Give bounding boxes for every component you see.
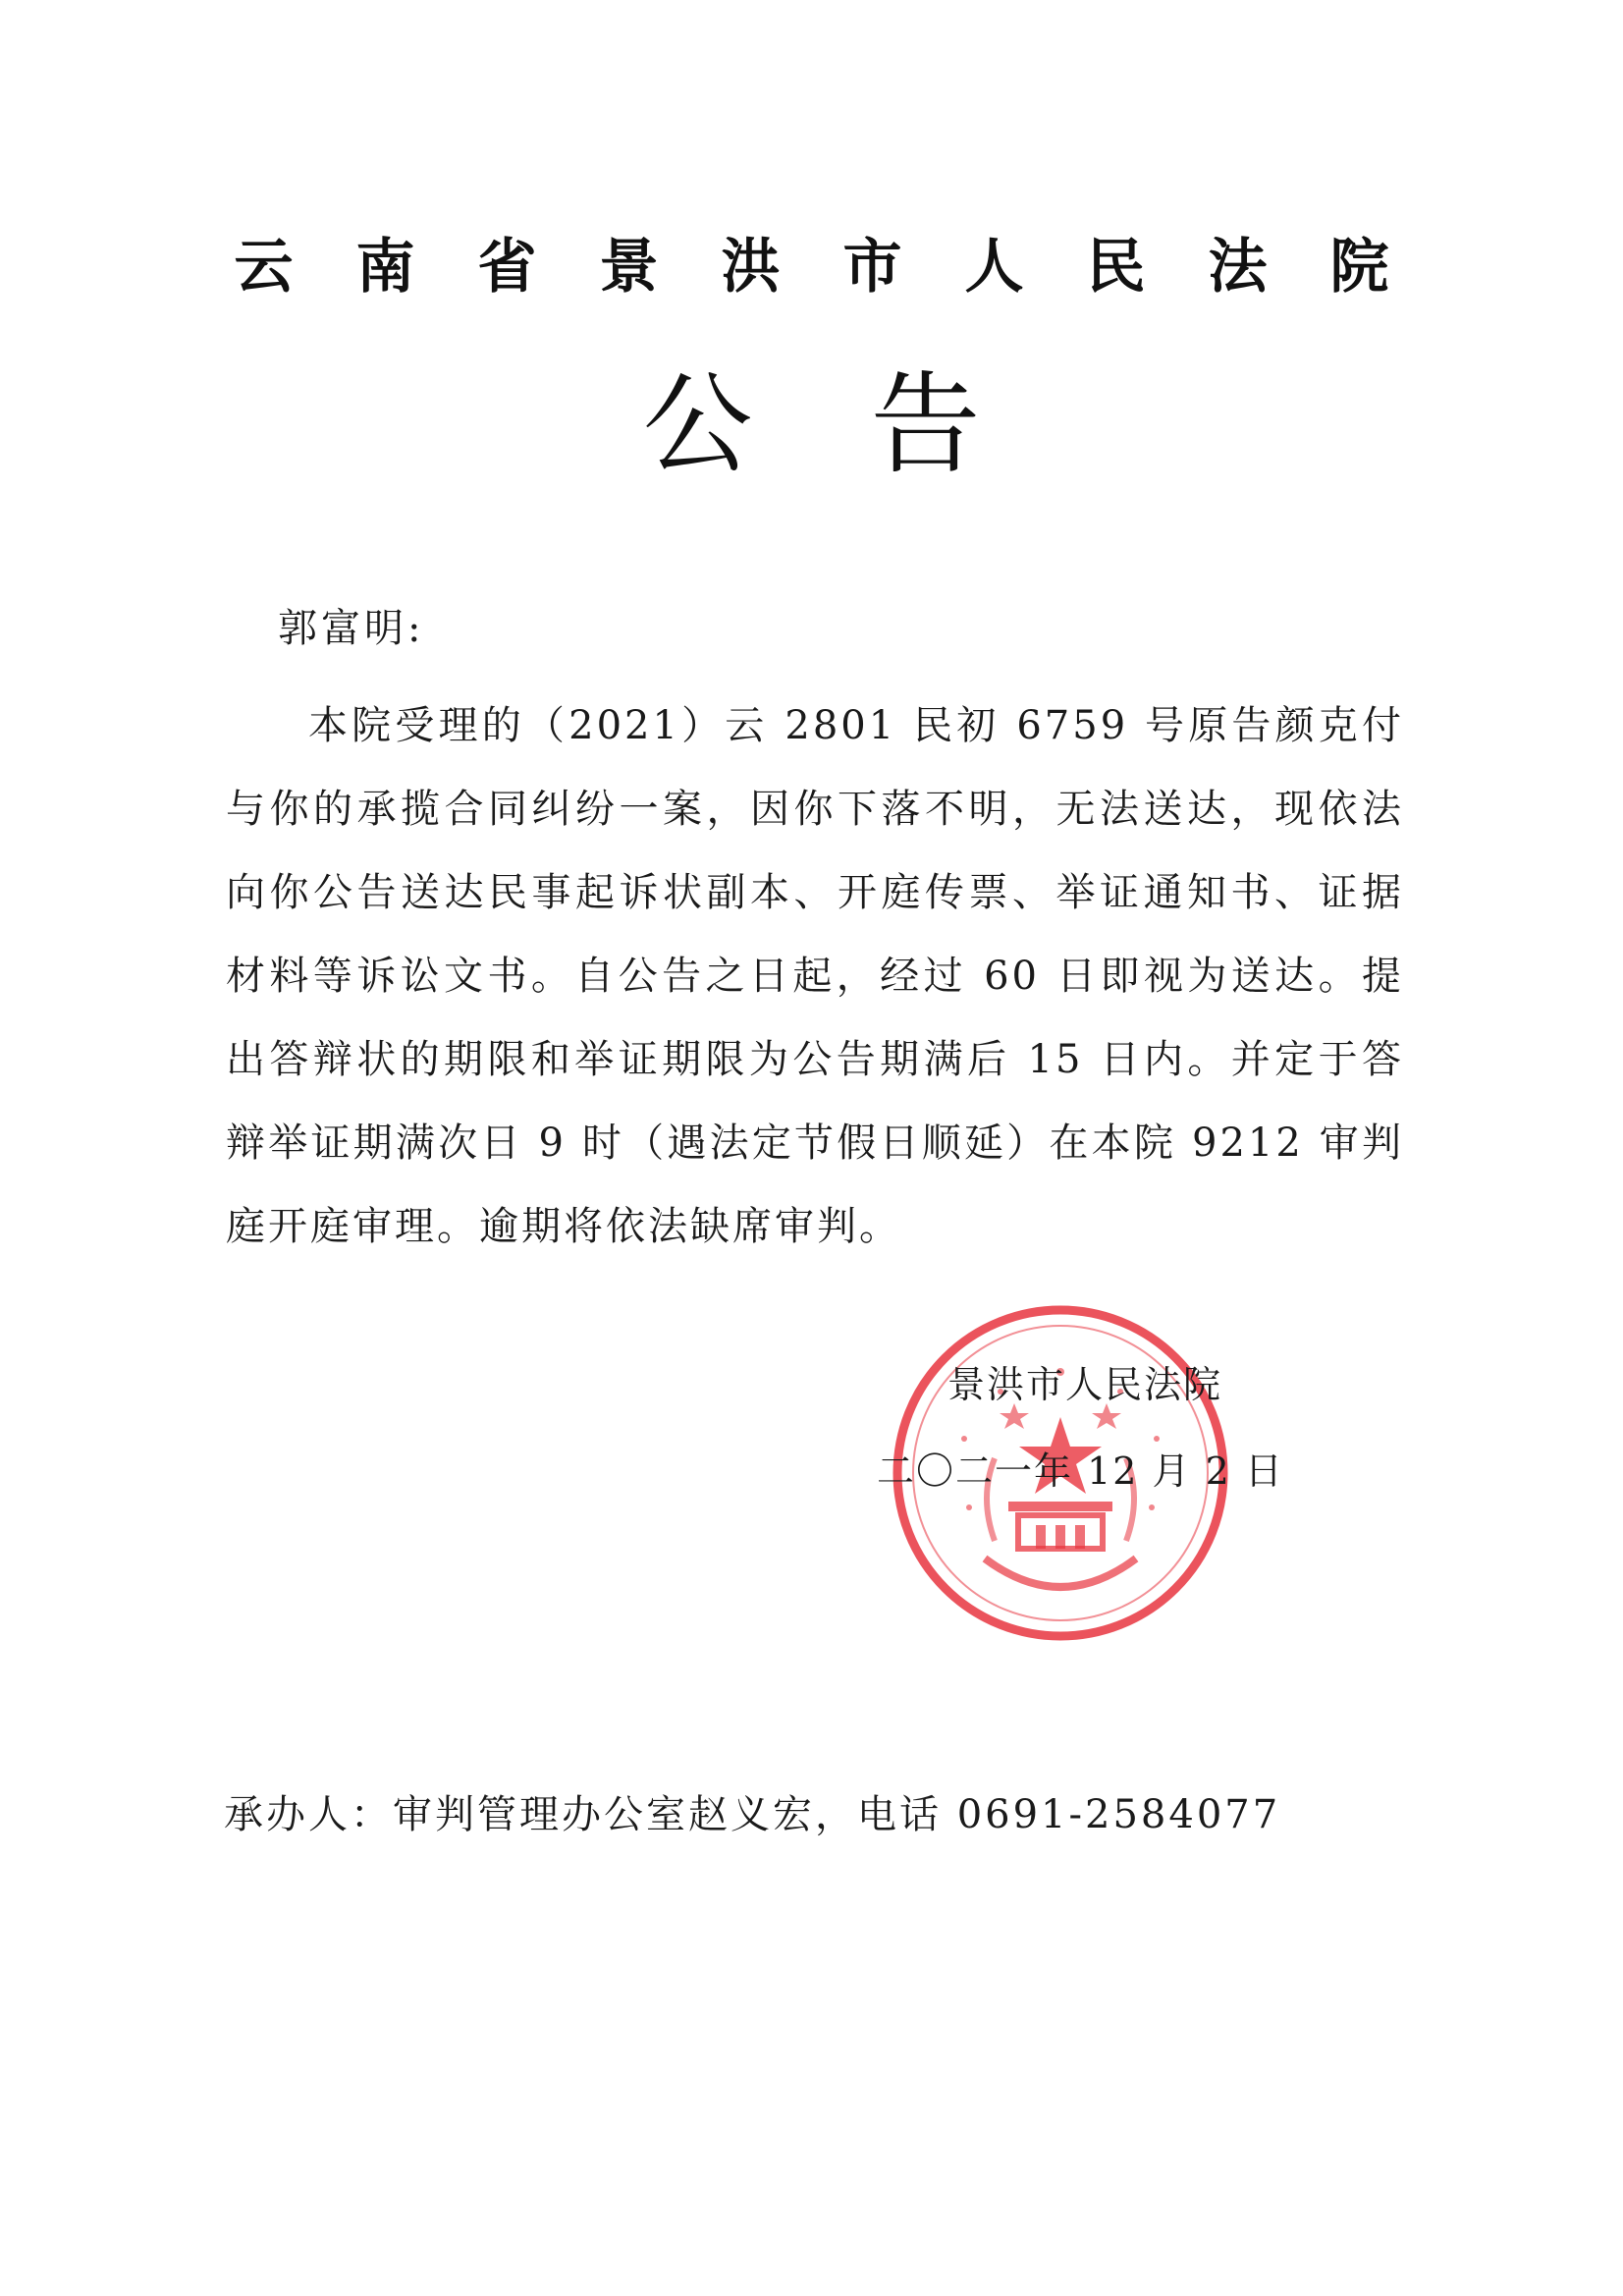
- notice-body: 本院受理的（2021）云 2801 民初 6759 号原告颜克付与你的承揽合同纠纷一案，因你下落不明，无法送达，现依法向你公告送达民事起诉状副本、开庭传票、举证通知书、证据材料等诉讼文书。自公告之日起，经过 60 日即视为送达。提出答辩状的期限和举证期限为公告期满后 15 日内。并定于答辩举证期满次日 9 时（遇法定节假日顺延）在本院 9212 审判庭开庭审理。逾期将依法缺席审判。: [226, 703, 1404, 1249]
- handler-contact: 承办人：审判管理办公室赵义宏，电话 0691-2584077: [224, 1792, 1281, 1837]
- court-name: 云南省景洪市人民法院: [234, 233, 1452, 301]
- signing-date: 二〇二一年 12 月 2 日: [877, 1449, 1284, 1493]
- addressee: 郭富明:: [278, 606, 425, 651]
- document-title: 公告: [642, 361, 1099, 489]
- signing-court: 景洪市人民法院: [947, 1363, 1223, 1406]
